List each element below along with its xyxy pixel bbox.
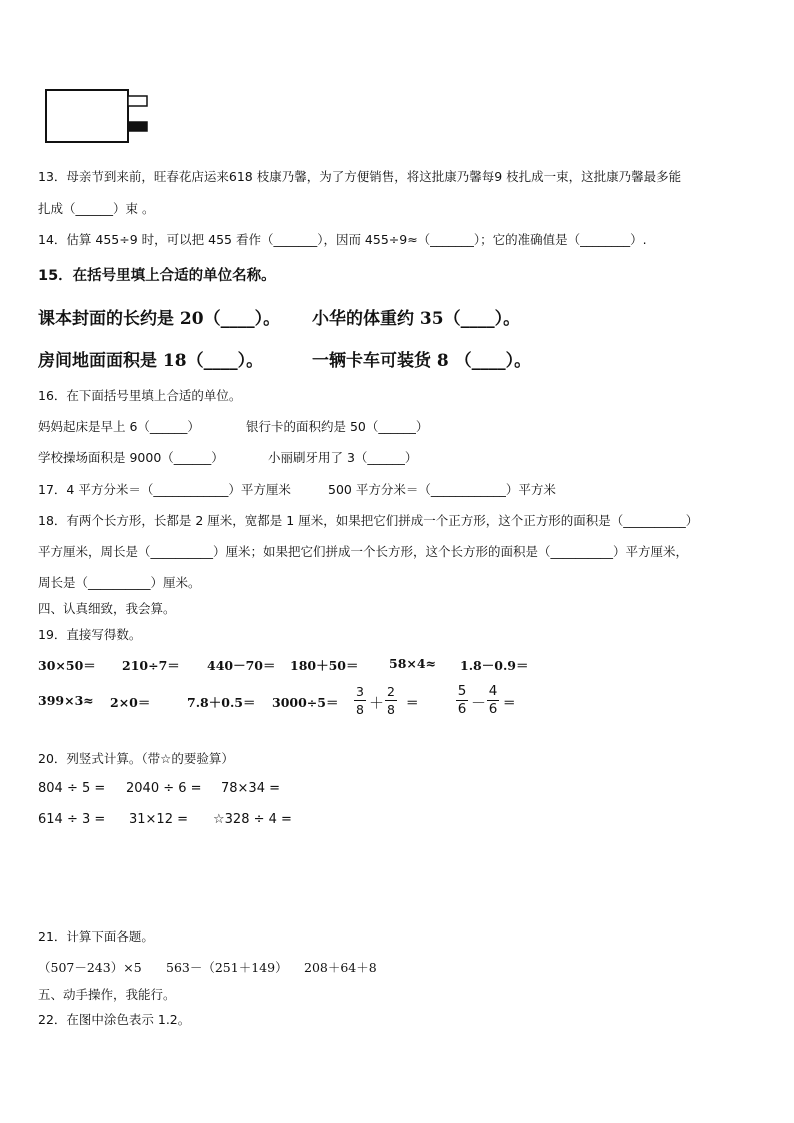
q15-item-c: 房间地面面积是 18（____）。 [38,351,264,371]
q20-r2-1: 614 ÷ 3 = [38,812,106,827]
q18-line2: 平方厘米，周长是（__________）厘米；如果把它们拼成一个长方形，这个长方形的面积是（__________）平方厘米， [38,544,689,559]
q19-r2-2: 2×0＝ [110,695,151,710]
denominator: 6 [457,701,467,717]
q13-line2: 扎成（______）束 。 [38,201,155,216]
fraction-bar [385,700,397,701]
q19-r2-4: 3000÷5＝ [272,695,339,710]
q21-item-2: 563－（251＋149） [166,960,288,975]
q17-item-a: 17．4 平方分米＝（____________）平方厘米 [38,482,291,497]
q19-equals-1: ＝ [406,695,419,710]
q20-r1-2: 2040 ÷ 6 = [126,781,202,796]
q15-item-b: 小华的体重约 35（____）。 [312,309,521,329]
numerator: 3 [356,684,364,699]
q19-fraction-3-8 [354,684,366,717]
q16-title: 16．在下面括号里填上合适的单位。 [38,388,242,403]
q19-minus-op: － [471,694,487,712]
numerator: 2 [387,684,395,699]
q21-item-3: 208＋64＋8 [304,960,377,975]
section-4-heading: 四、认真细致，我会算。 [38,601,176,616]
q16-item-c: 学校操场面积是 9000（______） [38,450,224,465]
q17-item-b: 500 平方分米＝（____________）平方米 [328,482,556,497]
q19-r1-3: 440－70＝ [207,658,276,673]
q20-r1-3: 78×34 = [221,781,281,796]
q13-line1: 13．母亲节到来前，旺春花店运来618 枝康乃馨，为了方便销售，将这批康乃馨每9 枝扎成一束，这批康乃馨最多能 [38,169,682,184]
q15-title: 15．在括号里填上合适的单位名称。 [38,268,276,284]
q19-equals-2: ＝ [503,695,516,710]
q20-title: 20．列竖式计算。（带☆的要验算） [38,751,234,766]
q14-text: 14．估算 455÷9 时，可以把 455 看作（_______），因而 455÷9≈（_______）；它的准确值是（________）. [38,232,647,247]
q15-item-a: 课本封面的长约是 20（____）。 [38,309,281,329]
section-5-heading: 五、动手操作，我能行。 [38,987,176,1002]
q19-r2-1: 399×3≈ [38,693,94,708]
q16-item-b: 银行卡的面积约是 50（______） [246,419,429,434]
numerator: 5 [457,683,467,699]
fraction-bar [354,700,366,701]
q19-fraction-5-6 [456,684,468,717]
q19-fraction-4-6 [487,684,499,717]
q21-title: 21．计算下面各题。 [38,929,154,944]
q19-title: 19．直接写得数。 [38,627,142,642]
q19-plus-op: ＋ [369,694,385,712]
q19-r1-2: 210÷7＝ [122,658,180,673]
q18-line1: 18．有两个长方形，长都是 2 厘米，宽都是 1 厘米，如果把它们拼成一个正方形，这个正方形的面积是（__________） [38,513,699,528]
denominator: 6 [488,701,498,717]
denominator: 8 [356,702,364,717]
numerator: 4 [488,683,498,699]
q19-r1-5: 58×4≈ [389,656,437,671]
q19-r2-3: 7.8＋0.5＝ [187,695,256,710]
q18-line3: 周长是（__________）厘米。 [38,575,201,590]
q19-r1-6: 1.8－0.9＝ [460,658,529,673]
q16-item-a: 妈妈起床是早上 6（______） [38,419,200,434]
q19-r1-1: 30×50＝ [38,658,96,673]
q21-item-1: （507－243）×5 [38,960,142,975]
q20-r2-2: 31×12 = [129,812,189,827]
q19-fraction-2-8 [385,684,397,717]
q20-r2-3: ☆328 ÷ 4 = [213,812,292,827]
denominator: 8 [387,702,395,717]
q22-title: 22．在图中涂色表示 1.2。 [38,1012,191,1027]
q19-r1-4: 180＋50＝ [290,658,359,673]
rectangle-with-tabs-figure [40,86,152,146]
q15-item-d: 一辆卡车可装货 8 （____）。 [312,351,532,371]
q20-r1-1: 804 ÷ 5 = [38,781,106,796]
q16-item-d: 小丽刷牙用了 3（______） [268,450,418,465]
